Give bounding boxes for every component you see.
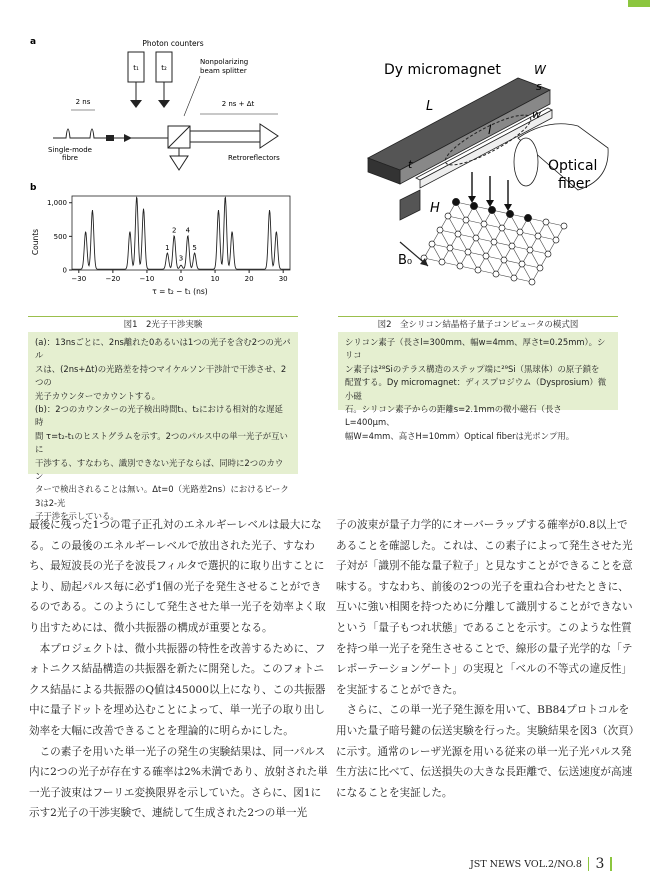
retroreflector-bottom [170,156,188,170]
counter2-label: t₂ [161,64,167,72]
si28-atom [545,251,551,257]
body-left-p3: この素子を用いた単一光子の発生の実験結果は、同一パルス内に2つの光子が存在する確率は2%未満であり、放射された単一光子波束はフーリエ変換限界を示していた。さらに、図1に示す2光子の干渉実験で、連続して生成された2つの単一光 [29,745,328,820]
si29-atom [488,206,495,213]
x-tick-label: −20 [105,275,121,283]
label-B0: B₀ [398,253,413,268]
si28-atom [465,249,471,255]
body-right-p2: さらに、この単一光子発生源を用いて、BB84プロトコルを用いた量子暗号鍵の伝送実験を行った。実験結果を図3（次頁）に示す。通常のレーザ光源を用いる従来の単一光子光パルス発生方法に比べて、伝送損失の大きな長距離で、伝送速度が高速になることを実証した。 [336,704,635,799]
si28-atom [561,223,567,229]
label-s: s [536,80,542,93]
body-right-p1: 子の波束が量子力学的にオーバーラップする確率が0.8以上であることを確認した。これは、この素子によって発生させた光子対が「識別不能な量子粒子」と見なすことができることを意味する。すなわち、前後の2つの光子を重ね合わせたときに、互いに強い相関を持つために分離して識別することができないという「量子もつれ状態」であることを示す。このような性質を持つ単一光子を発生させることで、線形の量子光学的な「テレポーテーションゲート」の実現と「ベルの不等式の違反性」を実証することができた。 [336,519,633,696]
si28-atom [483,253,489,259]
si28-atom [501,257,507,263]
fibre-label-2: fibre [62,154,78,162]
label-w: w [532,108,541,121]
si28-atom [491,239,497,245]
pulse-gap-label: 2 ns [75,98,91,106]
si28-atom [519,261,525,267]
si28-atom [455,231,461,237]
label-H: H [430,201,440,216]
optical-label-2: fiber [558,176,591,192]
delay-label: 2 ns + Δt [221,100,255,108]
si28-atom [553,237,559,243]
panel-b-label: b [30,183,37,193]
optical-label-1: Optical [548,158,598,174]
x-tick-label: 20 [244,275,254,283]
si29-atom [524,214,531,221]
x-tick-label: −10 [139,275,155,283]
y-tick-label: 1,000 [46,199,67,208]
body-left-p1: 最後に残った1つの電子正孔対のエネルギーレベルは最大になる。この最後のエネルギーレベルで放出された光子、すなわち、最短波長の光子を波長フィルタで選択的に取り出すことにより、励起パルス毎に必ず1個の光子を発生させることができるのである。このようにして発生させた単一光子を効率よく取り出すためには、微小共振器の構成が重要となる。 [29,519,326,634]
peak-label: 4 [185,226,191,235]
footer-divider [588,857,590,871]
si28-atom [527,247,533,253]
fig1-title: 図1 2光子干渉実験 [123,320,203,330]
fig2-caption-text: シリコン素子（長さl=300mm、幅w=4mm、厚さt=0.25mm）。シリコ ン素子は²⁸Siのテラス構造のステップ端に²⁹Si（黒球体）の原子鎖を 配置する。Dy micromagnet：ディスプロジウム（Dysprosium）微小磁 石。シリコン素子からの距離s=2.1mmの微小磁石（長さL=400μm、 幅W=4mm、高さH=10mm）Optical fiberは光ポンプ用。 [345,337,607,441]
si28-atom [535,233,541,239]
si28-atom [475,267,481,273]
si28-atom [445,213,451,219]
splitter-label-2: beam splitter [200,67,247,75]
si28-atom [457,263,463,269]
si29-atom [452,198,459,205]
si29-atom [470,202,477,209]
figure2-schematic [338,30,638,298]
si28-atom [529,279,535,285]
si28-atom [537,265,543,271]
peak-label: 3 [178,254,184,263]
fig2-caption [338,332,618,441]
fibre-label-1: Single-mode [48,146,92,154]
page-footer [470,856,612,872]
label-L: L [426,99,434,114]
si28-atom [493,271,499,277]
dy-micromagnet-label: Dy micromagnet [384,62,501,78]
label-t: t [408,158,413,171]
figure1-schematic [28,34,298,182]
body-left-column [29,515,331,824]
fig2-caption-rule [338,316,618,317]
label-W: W [534,63,546,77]
footer-divider-right [610,857,612,871]
label-l: l [488,123,492,137]
si28-atom [439,259,445,265]
peak-label: 1 [165,243,170,252]
si28-atom [447,245,453,251]
si29-atom [506,210,513,217]
journal-name: JST NEWS VOL.2/NO.8 [470,858,582,870]
x-tick-label: 30 [278,275,288,283]
body-left-p2: 本プロジェクトは、微小共振器の特性を改善するために、フォトニクス結晶構造の共振器を新たに開発した。このフォトニクス結晶による共振器のQ値は45000以上になり、この共振器中に量子ドットを埋め込むことによって、単一光子の取り出し効率を大幅に改善できることを理論的に明らかにした。 [29,642,326,737]
figure1-histogram [28,180,298,300]
si28-atom [463,217,469,223]
fig1-caption-rule [28,316,298,317]
y-axis-label: Counts [31,228,40,256]
page-number: 3 [595,856,605,872]
retroreflectors-label: Retroreflectors [228,154,280,162]
si28-atom [517,229,523,235]
si28-atom [429,241,435,247]
photon-counters-label: Photon counters [142,39,204,48]
counter1-label: t₁ [133,64,139,72]
si28-atom [473,235,479,241]
fig2-title: 図2 全シリコン結晶格子量子コンピュータの模式図 [377,320,579,330]
si28-atom [511,275,517,281]
panel-a-label: a [30,37,37,47]
peak-label: 5 [192,243,197,252]
body-right-column [336,515,638,803]
si28-atom [437,227,443,233]
x-axis-label: τ = t₂ − t₁ (ns) [152,287,208,296]
x-tick-label: −30 [71,275,87,283]
si28-atom [481,221,487,227]
y-tick-label: 500 [53,232,67,241]
fig1-caption [28,332,298,522]
si28-atom [499,225,505,231]
splitter-label-1: Nonpolarizing [200,58,249,66]
si28-atom [543,219,549,225]
x-tick-label: 10 [210,275,220,283]
peak-label: 2 [171,226,177,235]
y-tick-label: 0 [62,266,67,275]
corner-accent [628,0,650,7]
si28-atom [509,243,515,249]
x-tick-label: 0 [178,275,184,283]
fig1-caption-text: (a)：13nsごとに、2ns離れた0あるいは1つの光子を含む2つの光パル スは、(2ns+Δt)の光路差を持つマイケルソン干渉計で干渉させ、2つの 光子カウンターでカウントする。 (b)：2つのカウンターの光子検出時間t₁、t₂における相対的な遅延時 間 τ=t₂-t₁のヒストグラムを示す。2つのパルス中の単一光子が互いに 干渉する、すなわち、識別できない光子ならば、同時に2つのカウン ターで検出されることは無い。Δt=0（光路差2ns）におけるピーク3は2-光 子干渉を示している。 [35,337,291,522]
retroreflector-right [260,124,278,148]
